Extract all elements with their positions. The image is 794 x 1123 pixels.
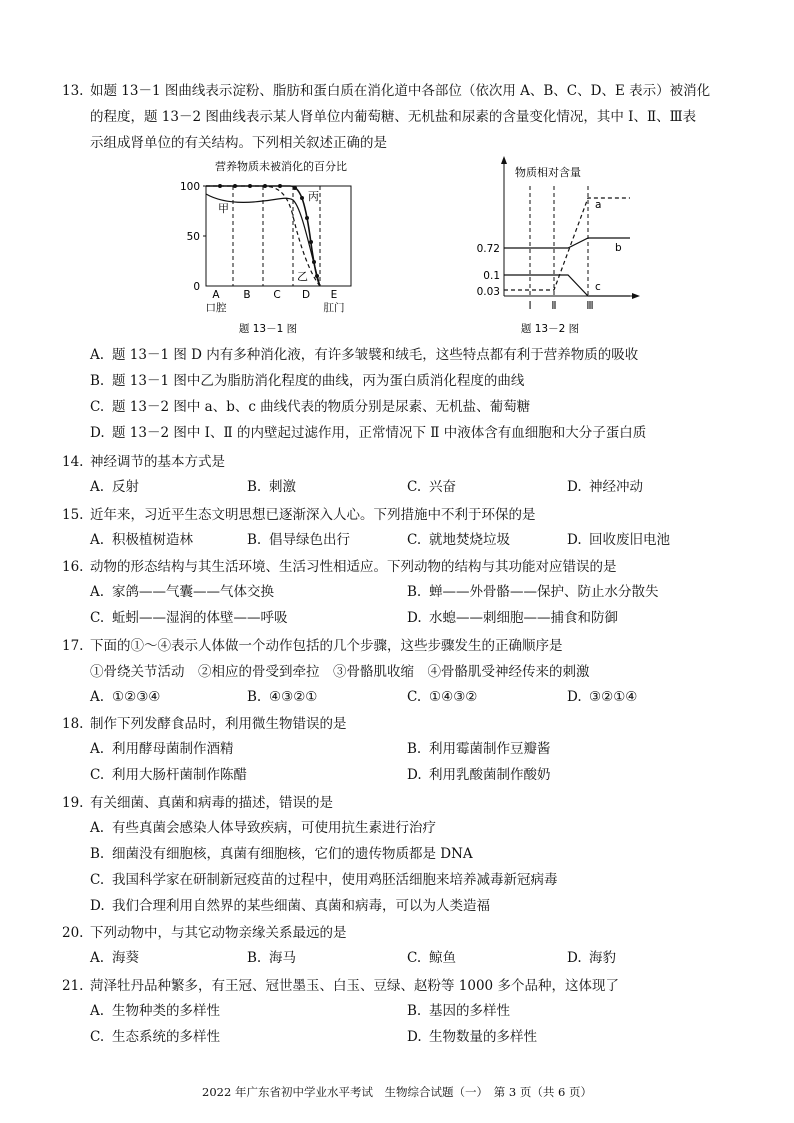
q16-option-b: B. 蝉——外骨骼——保护、防止水分散失 — [407, 584, 659, 600]
fig2-xtick-3: Ⅲ — [586, 300, 594, 312]
q17-option-b: B. ④③②① — [247, 689, 318, 705]
fig2-label-c: c — [595, 281, 601, 293]
curve-b — [504, 238, 630, 248]
fig1-ytick-50: 50 — [186, 231, 200, 243]
question-14-number: 14. — [62, 454, 84, 470]
q16-option-d: D. 水螅——刺细胞——捕食和防御 — [407, 610, 618, 626]
fig2-xtick-1: Ⅰ — [528, 300, 532, 312]
q17-option-a: A. ①②③④ — [90, 689, 161, 705]
question-13-stem: 如题 13－1 图曲线表示淀粉、脂肪和蛋白质在消化道中各部位（依次用 A、B、C、D、E 表示）被消化 的程度，题 13－2 图曲线表示某人肾单位内葡萄糖、无机盐和尿素的含量变化情况，其中 Ⅰ、Ⅱ、Ⅲ表 示组成肾单位的有关结构。下列相关叙述正确的是 — [90, 83, 711, 151]
fig1-x-mouth: 口腔 — [205, 302, 227, 314]
q19-option-d: D. 我们合理利用自然界的某些细菌、真菌和病毒，可以为人类造福 — [90, 898, 490, 914]
question-20-stem: 下列动物中，与其它动物亲缘关系最远的是 — [90, 925, 347, 941]
question-21-stem: 菏泽牡丹品种繁多，有王冠、冠世墨玉、白玉、豆绿、赵粉等 1000 多个品种，这体现了 — [90, 978, 619, 994]
q13-option-d: D. 题 13－2 图中 Ⅰ、Ⅱ 的内壁起过滤作用，正常情况下 Ⅱ 中液体含有血细胞和大分子蛋白质 — [90, 425, 647, 441]
q18-option-a: A. 利用酵母菌制作酒精 — [90, 741, 234, 757]
q13-option-a: A. 题 13－1 图 D 内有多种消化液，有许多皱襞和绒毛，这些特点都有利于营养物质的吸收 — [90, 347, 639, 363]
fig2-caption: 题 13－2 图 — [520, 323, 580, 335]
q13-option-c: C. 题 13－2 图中 a、b、c 曲线代表的物质分别是尿素、无机盐、葡萄糖 — [90, 399, 531, 415]
question-16-stem: 动物的形态结构与其生活环境、生活习性相适应。下列动物的结构与其功能对应错误的是 — [90, 559, 617, 575]
q13-option-b: B. 题 13－1 图中乙为脂肪消化程度的曲线，丙为蛋白质消化程度的曲线 — [90, 373, 525, 389]
fig2-xtick-2: Ⅱ — [551, 300, 557, 312]
q21-option-d: D. 生物数量的多样性 — [407, 1029, 537, 1045]
fig1-x-B: B — [243, 289, 251, 301]
fig1-x-A: A — [212, 289, 220, 301]
q21-option-c: C. 生态系统的多样性 — [90, 1029, 220, 1045]
q18-option-d: D. 利用乳酸菌制作酸奶 — [407, 767, 551, 783]
fig1-x-anus: 肛门 — [323, 302, 345, 314]
fig2-title: 物质相对含量 — [515, 166, 581, 179]
q21-option-a: A. 生物种类的多样性 — [90, 1003, 220, 1019]
q17-option-c: C. ①④③② — [407, 689, 478, 705]
q18-option-c: C. 利用大肠杆菌制作陈醋 — [90, 767, 247, 783]
fig1-label-jia: 甲 — [218, 202, 229, 215]
question-17-number: 17. — [62, 638, 84, 654]
fig1-x-D: D — [301, 289, 311, 301]
figure-13-2 — [470, 156, 650, 336]
q16-option-a: A. 家鸽——气囊——气体交换 — [90, 584, 274, 600]
q19-option-b: B. 细菌没有细胞核，真菌有细胞核，它们的遗传物质都是 DNA — [90, 846, 473, 862]
q14-option-a: A. 反射 — [90, 479, 139, 495]
fig1-ytick-0: 0 — [193, 281, 200, 293]
q20-option-d: D. 海豹 — [567, 950, 616, 966]
q14-option-b: B. 刺激 — [247, 479, 296, 495]
question-14-stem: 神经调节的基本方式是 — [90, 454, 225, 470]
curve-a — [504, 198, 630, 290]
q15-option-d: D. 回收废旧电池 — [567, 532, 670, 548]
question-18-number: 18. — [62, 716, 84, 732]
q14-option-d: D. 神经冲动 — [567, 479, 643, 495]
question-18-stem: 制作下列发酵食品时，利用微生物错误的是 — [90, 716, 347, 732]
question-19-number: 19. — [62, 795, 84, 811]
question-21-number: 21. — [62, 978, 84, 994]
page-footer: 2022 年广东省初中学业水平考试 生物综合试题（一） 第 3 页（共 6 页） — [202, 1085, 592, 1099]
q20-option-b: B. 海马 — [247, 950, 296, 966]
q19-option-a: A. 有些真菌会感染人体导致疾病，可使用抗生素进行治疗 — [90, 820, 436, 836]
fig1-ytick-100: 100 — [180, 181, 200, 193]
fig1-label-bing: 丙 — [308, 190, 319, 203]
q15-option-c: C. 就地焚烧垃圾 — [407, 532, 510, 548]
q15-option-a: A. 积极植树造林 — [90, 532, 193, 548]
fig1-caption: 题 13－1 图 — [238, 323, 298, 335]
fig2-ytick-003: 0.03 — [476, 286, 500, 298]
fig2-ytick-01: 0.1 — [483, 270, 500, 282]
q20-option-a: A. 海葵 — [90, 950, 139, 966]
q17-option-d: D. ③②①④ — [567, 689, 638, 705]
fig2-label-b: b — [615, 242, 622, 254]
curve-c — [504, 275, 630, 296]
q15-option-b: B. 倡导绿色出行 — [247, 532, 350, 548]
question-19-stem: 有关细菌、真菌和病毒的描述，错误的是 — [90, 795, 333, 811]
q18-option-b: B. 利用霉菌制作豆瓣酱 — [407, 741, 551, 757]
question-16-number: 16. — [62, 559, 84, 575]
fig1-title: 营养物质未被消化的百分比 — [215, 160, 347, 173]
q19-option-c: C. 我国科学家在研制新冠疫苗的过程中，使用鸡胚活细胞来培养减毒新冠病毒 — [90, 872, 558, 888]
q20-option-c: C. 鲸鱼 — [407, 950, 456, 966]
q14-option-c: C. 兴奋 — [407, 479, 456, 495]
fig2-ytick-072: 0.72 — [476, 243, 500, 255]
fig1-x-C: C — [273, 289, 281, 301]
question-20-number: 20. — [62, 925, 84, 941]
question-13-number: 13. — [62, 83, 84, 99]
fig1-label-yi: 乙 — [297, 270, 308, 283]
figure-13-1 — [180, 156, 370, 336]
question-15-number: 15. — [62, 507, 84, 523]
q16-option-c: C. 蚯蚓——湿润的体壁——呼吸 — [90, 610, 288, 626]
question-17-stem: 下面的①～④表示人体做一个动作包括的几个步骤，这些步骤发生的正确顺序是 ①骨绕关节活动 ②相应的骨受到牵拉 ③骨骼肌收缩 ④骨骼肌受神经传来的刺激 — [90, 638, 590, 680]
fig2-label-a: a — [595, 199, 602, 211]
fig1-x-E: E — [330, 289, 338, 301]
question-15-stem: 近年来，习近平生态文明思想已逐渐深入人心。下列措施中不利于环保的是 — [90, 507, 536, 523]
q21-option-b: B. 基因的多样性 — [407, 1003, 510, 1019]
